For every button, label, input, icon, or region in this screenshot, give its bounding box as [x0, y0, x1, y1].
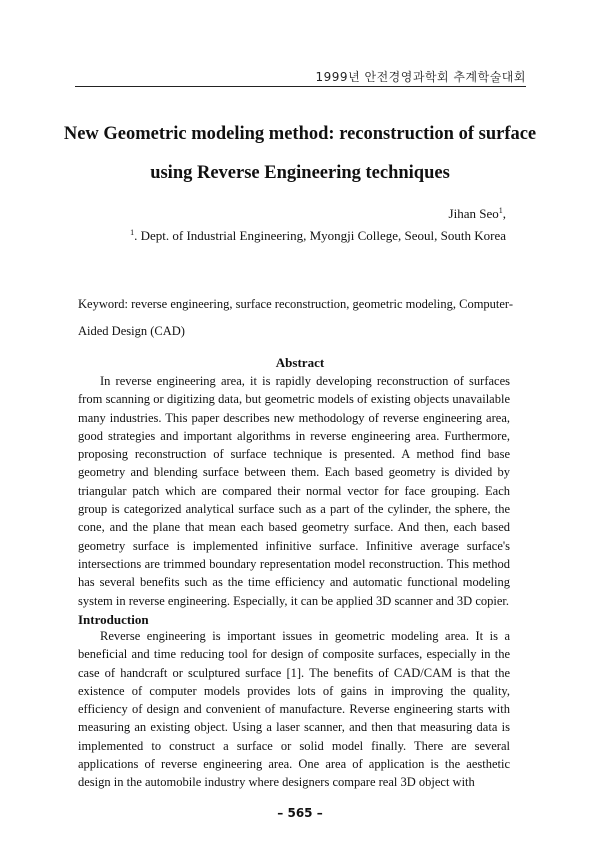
conference-header: 1999년 안전경영과학회 추계학술대회 — [315, 70, 526, 84]
affiliation — [130, 228, 506, 244]
affiliation-superscript: 1 — [130, 228, 135, 237]
page-number: – 565 – — [277, 806, 323, 820]
introduction-body: Reverse engineering is important issues in geometric modeling area. It is a beneficial and time reducing tool for design of composite surfaces, especially in the case of handcraft or sculptured surface [1]. The benefits of CAD/CAM is that the existence of computer models provides lots of gains in improving the quality, efficiency of design and convenient of manufacture. Reverse engineering starts with measuring an existing object. Using a laser scanner, and then that measuring data is implemented to construct a surface or solid model finally. There are several applications of reverse engineering area. One area of application is the aesthetic design in the automobile industry where designers compare real 3D object with — [78, 629, 510, 790]
affiliation-text: . Dept. of Industrial Engineering, Myongji College, Seoul, South Korea — [134, 228, 506, 243]
paper-title-line-1: New Geometric modeling method: reconstruction of surface — [63, 124, 537, 144]
author-superscript: 1 — [498, 206, 503, 215]
author-name: Jihan Seo — [448, 206, 499, 221]
header-rule — [75, 86, 526, 87]
abstract-heading: Abstract — [275, 355, 325, 370]
abstract-body: In reverse engineering area, it is rapidly developing reconstruction of surfaces from scanning or digitizing data, but geometric models of existing objects unavailable many industries. This paper describes new methodology of reverse engineering area, good strategies and important algorithms in reverse engineering area. Furthermore, proposing reconstruction of surface technique is presented. A method find base geometry and blending surface between them. Each based geometry is divided by triangular patch which are compared their normal vector for face grouping. Each group is categorized analytical surface such as a part of the cylinder, the sphere, the cone, and the plane that mean each based geometry surface. And then, each based geometry surface is implemented infinitive surface. Infinitive average surface's intersections are trimmed boundary representation model reconstruction. This method has several benefits such as the time efficiency and automatic functional modeling system in reverse engineering. Especially, it can be applied 3D scanner and 3D copier. — [78, 374, 510, 608]
author-comma: , — [502, 206, 506, 221]
author — [449, 206, 506, 222]
keywords: Keyword: reverse engineering, surface reconstruction, geometric modeling, Computer-Aided Design (CAD) — [78, 297, 514, 338]
introduction-heading: Introduction — [78, 612, 149, 627]
paper-title-line-2: using Reverse Engineering techniques — [150, 163, 450, 183]
